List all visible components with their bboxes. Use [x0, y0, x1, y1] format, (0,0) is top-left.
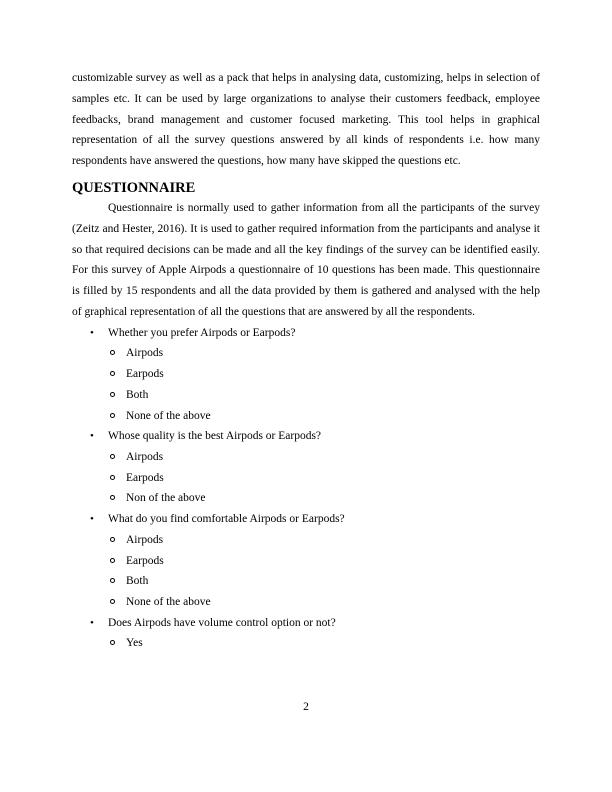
page-content [72, 68, 540, 654]
option-list [108, 343, 540, 426]
option-text: Earpods [126, 368, 164, 381]
option-list [108, 447, 540, 509]
circle-bullet-icon [110, 558, 115, 563]
question-item [72, 426, 540, 509]
question-item [72, 323, 540, 427]
option-text: Earpods [126, 554, 164, 567]
question-item [72, 613, 540, 654]
intro-paragraph: customizable survey as well as a pack that helps in analysing data, customizing, helps in selection of samples etc. It can be used by large organizations to analyse their customers feedback, employee feedbacks, brand management and customer focused marketing. This tool helps in graphical representation of all the survey questions answered by all kinds of respondents i.e. how many respondents have answered the questions, how many have skipped the questions etc. [72, 72, 540, 168]
option-item [108, 488, 540, 509]
question-text: Does Airpods have volume control option or not? [108, 616, 336, 629]
circle-bullet-icon [110, 640, 115, 645]
option-item [108, 551, 540, 572]
circle-bullet-icon [110, 599, 115, 604]
circle-bullet-icon [110, 475, 115, 480]
bullet-icon: • [90, 616, 94, 629]
section-heading: QUESTIONNAIRE [72, 179, 196, 196]
option-text: Yes [126, 637, 143, 650]
circle-bullet-icon [110, 392, 115, 397]
option-item [108, 530, 540, 551]
option-item [108, 468, 540, 489]
option-text: Airpods [126, 533, 164, 546]
circle-bullet-icon [110, 350, 115, 355]
question-text: Whose quality is the best Airpods or Earpods? [108, 430, 322, 443]
bullet-icon: • [90, 513, 94, 526]
circle-bullet-icon [110, 454, 115, 459]
option-text: Airpods [126, 450, 164, 463]
option-text: None of the above [126, 595, 211, 608]
option-item [108, 343, 540, 364]
option-list [108, 633, 540, 654]
option-text: Both [126, 388, 149, 401]
option-list [108, 530, 540, 613]
option-item [108, 385, 540, 406]
question-list [72, 323, 540, 654]
option-text: Airpods [126, 347, 164, 360]
option-item [108, 364, 540, 385]
option-item [108, 406, 540, 427]
question-text: Whether you prefer Airpods or Earpods? [108, 326, 296, 339]
bullet-icon: • [90, 430, 94, 443]
circle-bullet-icon [110, 537, 115, 542]
circle-bullet-icon [110, 371, 115, 376]
circle-bullet-icon [110, 578, 115, 583]
option-text: Earpods [126, 471, 164, 484]
question-item [72, 509, 540, 613]
option-text: None of the above [126, 409, 211, 422]
option-text: Non of the above [126, 492, 206, 505]
circle-bullet-icon [110, 495, 115, 500]
option-item [108, 447, 540, 468]
option-item [108, 592, 540, 613]
question-text: What do you find comfortable Airpods or Earpods? [108, 513, 345, 526]
bullet-icon: • [90, 326, 94, 339]
page-number: 2 [303, 701, 309, 713]
section-paragraph: Questionnaire is normally used to gather information from all the participants of the survey (Zeitz and Hester, 2016). It is used to gather required information from the participants and analyse it so that required decisions can be made and all the key findings of the survey can be identified easily. For this survey of Apple Airpods a questionnaire of 10 questions has been made. This questionnaire is filled by 15 respondents and all the data provided by them is gathered and analysed with the help of graphical representation of all the questions that are answered by all the respondents. [72, 201, 540, 318]
circle-bullet-icon [110, 413, 115, 418]
option-text: Both [126, 575, 149, 588]
option-item [108, 571, 540, 592]
option-item [108, 633, 540, 654]
